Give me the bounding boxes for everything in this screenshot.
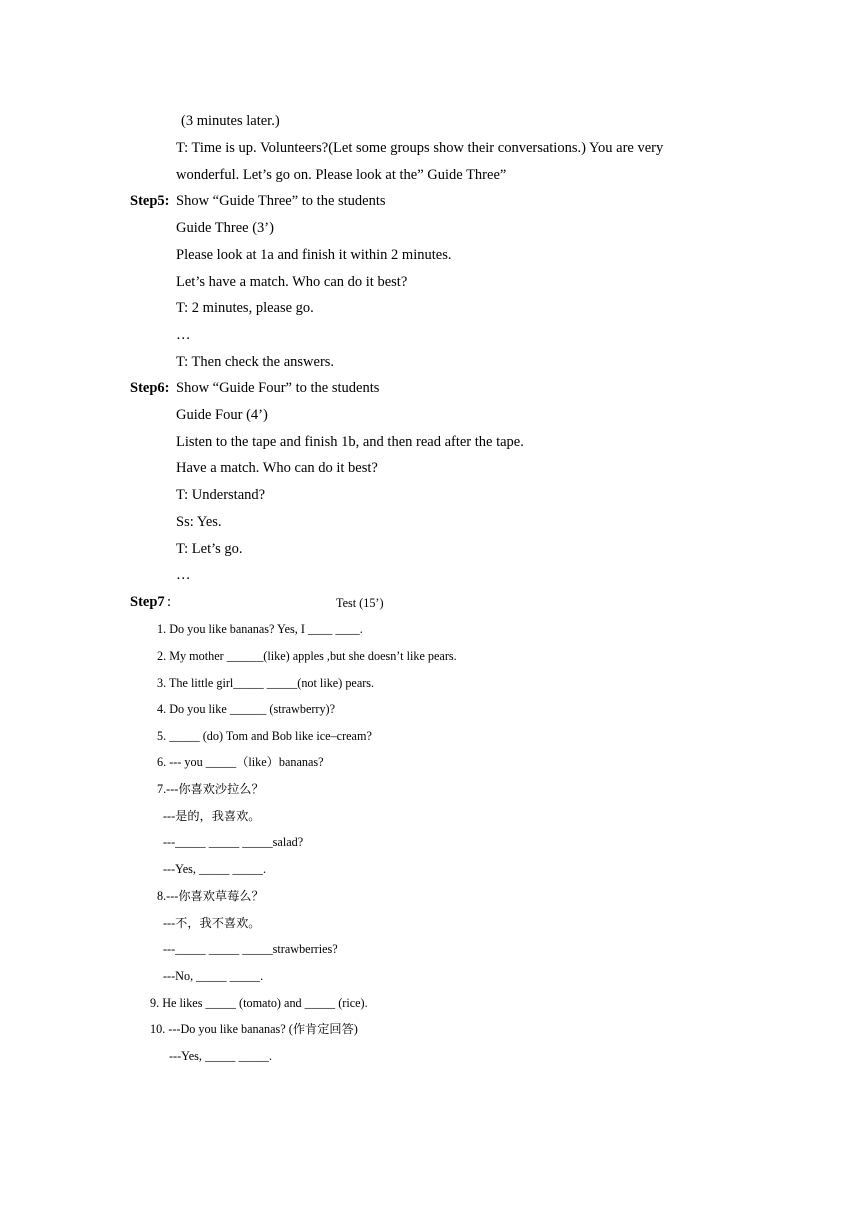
test-item: ---不，我不喜欢。 [163, 916, 261, 930]
text-line: … [176, 327, 191, 343]
test-item: 4. Do you like ______ (strawberry)? [157, 702, 336, 716]
step-label: Step5: [130, 193, 170, 209]
test-item: 2. My mother ______(like) apples ,but she doesn’t like pears. [157, 649, 457, 663]
text-line: T: 2 minutes, please go. [176, 300, 314, 316]
text-line: … [176, 567, 191, 583]
step-title: Show “Guide Four” to the students [176, 380, 380, 396]
text-line: T: Let’s go. [176, 541, 243, 557]
text-line: Guide Four (4’) [176, 407, 268, 423]
text-line: Ss: Yes. [176, 514, 222, 530]
test-item: ---Yes, _____ _____. [163, 862, 267, 876]
text-line: T: Time is up. Volunteers?(Let some groups show their conversations.) You are very [176, 140, 664, 156]
step-title: Show “Guide Three” to the students [176, 193, 386, 209]
text-line: Let’s have a match. Who can do it best? [176, 274, 408, 290]
test-item: ---是的，我喜欢。 [163, 809, 261, 823]
test-item: ---_____ _____ _____salad? [163, 835, 304, 849]
text-line: T: Then check the answers. [176, 354, 335, 370]
text-line: Have a match. Who can do it best? [176, 460, 378, 476]
test-item: 10. ---Do you like bananas? (作肯定回答) [150, 1022, 358, 1036]
text-line: Please look at 1a and finish it within 2 minutes. [176, 247, 452, 263]
test-item: 5. _____ (do) Tom and Bob like ice–cream? [157, 729, 372, 743]
text-line: (3 minutes later.) [181, 113, 280, 129]
test-item: 7.---你喜欢沙拉么？ [157, 782, 264, 796]
test-item: 9. He likes _____ (tomato) and _____ (rice). [150, 996, 368, 1010]
test-item: 8.---你喜欢草莓么？ [157, 889, 264, 903]
test-heading: Test (15’) [336, 596, 384, 610]
text-line: wonderful. Let’s go on. Please look at the” Guide Three” [176, 167, 507, 183]
test-item: 1. Do you like bananas? Yes, I ____ ____. [157, 622, 363, 636]
test-item: 3. The little girl_____ _____(not like) pears. [157, 676, 375, 690]
test-item: ---No, _____ _____. [163, 969, 264, 983]
step-label: Step6: [130, 380, 170, 396]
test-item: ---_____ _____ _____strawberries? [163, 942, 338, 956]
text-line: T: Understand? [176, 487, 266, 503]
test-item: 6. --- you _____（like）bananas? [157, 755, 324, 769]
step-colon: : [167, 594, 172, 610]
text-line: Listen to the tape and finish 1b, and then read after the tape. [176, 434, 524, 450]
text-line: Guide Three (3’) [176, 220, 274, 236]
step-label: Step7 [130, 594, 165, 610]
test-item: ---Yes, _____ _____. [169, 1049, 273, 1063]
